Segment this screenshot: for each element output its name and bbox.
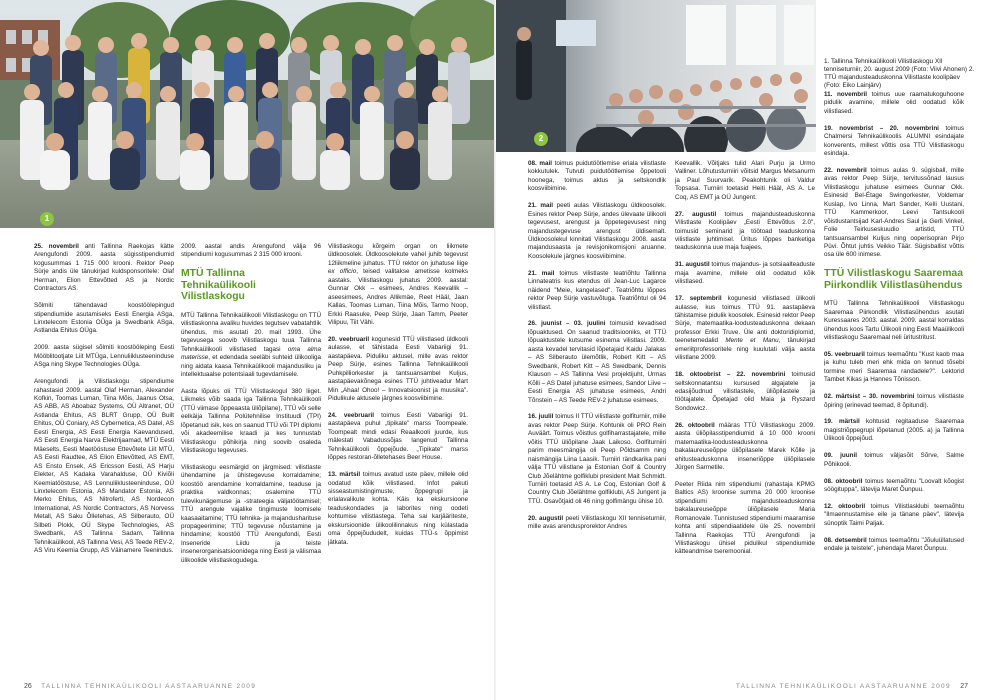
text-column-5: [675, 160, 815, 665]
paragraph: 08. detsembril toimus teemaõhtu "Jõuluüllatused endale ja teistele", juhendaja Maret Õunpuu.: [824, 536, 964, 553]
paragraph: 2009. aasta sügisel sõlmiti koostööleping Eesti Mööblitootjate Liit MTÜga, Lennuliiklusteeninduse ASga ning Skype Technologies OÜga.: [34, 344, 174, 369]
paragraph: Vilistlaskogu kõrgeim organ on liikmete üldkoosolek. Üldkoosolekute vahel juhib tegevust 12liikmeline juhatus. TTÜ rektor on juhatuse liige ex officio, teised valitakse ametisse kolmeks aastaks. Vilistlaskogu juhatus 2009. aastal: Gunnar Okk – esimees, Andres Keevallik – aseesimees, Andres Allikmäe, Reet Hääl, Jaan Kallas, Toomas Luman, Tiina Mõis, Tarmo Noop, Erkki Raasuke, Peep Sürje, Jaan Tamm, Peeter Vilipuu, Tiit Vähi.: [328, 243, 468, 327]
paragraph: 19. novembrist – 20. novembrini toimus Chalmersi Tehnikaülikoolis ALUMNI esindajate konverents, millest võttis osa TTÜ Vilistlaskogu esindaja.: [824, 124, 964, 158]
paragraph: 21. mail peeti aulas Vilistlaskogu üldkoosolek. Esines rektor Peep Sürje, andes ülevaate ülikooli tegevusest, arengust ja õppetegevusest ning majandustegevuse arengust üldisemalt. Üldkoosolekul kinnitati Vilistlaskogu 2008. aasta majandusaasta ja revisjonikomisjoni aruanne. Koosolekule järgnes koosviibimine.: [528, 202, 666, 260]
text-column-4: [528, 160, 666, 665]
paragraph: 21. mail toimus vilistlaste teatriõhtu Tallinna Linnateatris kus etendus oli Jean-Luc Lagarce näidend "Meie, kangelased". Teatriõhtu lõppes rektor Peep Sürje vastuvõtuga. Teatriõhtul oli 94 vilistlast.: [528, 269, 666, 311]
paragraph: Arengufondi ja Vilistlaskogu stipendiume rahastasid 2009. aastal Olaf Herman, Alexander Kofkin, Toomas Luman, Tiina Mõis, Jaanus Otsa, AS ABB, AS Aboabaz Systems, OÜ Altranet, OÜ Astlanda Ehitus, AS BLRT Grupp, OÜ Built Ehitus, OÜ Coniary, AS Cybernetica, AS Datel, AS Eesti Energia, AS Eesti Energia Kaevandused, AS Eesti Energia Narva Elektrijaamad, MTÜ Eesti Mäeselts, Eesti Maetööstuse Ettevõtete Liit MTÜ, AS Eesti Raudtee, AS Elion Ettevõtted, AS EMT, AS Ensto Ensek, AS Ericsson Eesti, AS Harju Elekter, AS Kadaka Varahalduse, OÜ Kiviõli Keemiatööstuse, AS Lennuliiklusteeninduse, OÜ Linxtelecom Estonia, AS Mandator Estonia, AS Merko Ehitus, AS Nitroferti, AS Nordecon International, AS Nordic Contractors, AS Norvess Metall, AS Saku Õlletehas, AS Silberauto, OÜ Silbeti Plokk, OÜ Skype Technologies, AS Swedbank, AS Tallinna Sadam, Tallinna Tehnikaülikool, AS Tallinna Vesi, AS Teede REV-2, AS Viru Keemia Grupp, AS Väinamere Teenindus.: [34, 378, 174, 555]
lecture-hall-photo: [496, 0, 816, 152]
paragraph: 25. novembril anti Tallinna Raekojas kätte Arengufondi 2009. aasta sügisstipendiumid kogusummas 1 715 000 krooni. Rektor Peep Sürje andis üle tänukirjad kuldsponsoritele: Olaf Herman, Elion Ettevõtted AS ja Nordic Contractors AS.: [34, 243, 174, 293]
paragraph: Aasta lõpuks oli TTÜ Vilistlaskogul 380 liiget. Liikmeks võib saada iga Tallinna Tehnikaülikooli (TTÜ viimase õppeaasta üliõpilane), TTÜ või selle eelkäija Tallinna Polütehnilise Instituudi (TPI) lõpetanud isik, kes on saanud TTÜ või TPI diplomi või akadeemilise kraadi ja kes tunnustab Vilistlaskogu põhikirja ning soovib osaleda Vilistlaskogu tegevuses.: [181, 387, 321, 454]
paragraph: 27. augustil toimus majandusteaduskonna Vilistlaste Koolipäev „Eesti Ettevõtlus 2.0", toimusid seminarid ja töötoad teaduskonna vilistlaste juhtimisel. Üritus lõppes banketiga teaduskonna uue maja fuajees.: [675, 210, 815, 252]
footer-title: TALLINNA TEHNIKAÜLIKOOLI AASTAARUANNE 2009: [41, 683, 257, 690]
paragraph: 17. septembril kogunesid vilistlased ülikooli aulasse, kus toimus TTÜ 91. aastapäeva tähistamise pidulik koosolek. Esinesid rektor Peep Sürje, matemaatika-loodusteaduskonna dekaan professor Erkki Truve. Üle anti doktoridiplomid, teenetemedalid Mente et Manu, tänukirjad emeriitprofessoritele ning kuulutati välja aasta vilistlane 2009.: [675, 295, 815, 362]
paragraph: 19. märtsil kohtusid regitaaduse Saaremaa magistriõppegrupi lõpetanud (2005. a) ja Tallinna Ülikooli õppejõud.: [824, 418, 964, 443]
paragraph: 2009. aastal andis Arengufond välja 96 stipendiumi kogusummas 2 315 000 krooni.: [181, 243, 321, 259]
paragraph: 22. novembril toimus aulas 9. sügisball, mille avas rektor Peep Sürje, tervitussõnad lausus Vilistlaskogu juhatuse esimees Gunnar Okk. Esinesid Bel-Étage Swingorkester, Voldemar Kuslap, Ivo Linna, Mart Sander, Kelli Uustani, TTÜ Kammerkoor, Leevi Tantsukooli võistlustantsijad Karl-Andres Saul ja Gerli Vinkel, Folie Teirkuseskuudio artistid, TTÜ tantsuansambel Kuljus ning ooperisopran Pirjo Püvi. Õhtut juhtis Veikko Täär. Sügisballist võttis osa üle 600 inimese.: [824, 166, 964, 259]
paragraph: Keevallik. Võitjaks tulid Alari Purju ja Urmo Valliner. Lõhutusturniiri võitsid Margus Metsanurm ja Paul Suurvarik. Peakohtunik oli Valdur Topsasa. Turniiri toetasid Heiti Hääl, AS A. Le Coq, AS EMT ja OÜ Jungent.: [675, 160, 815, 201]
paragraph: 26. oktoobril määras TTÜ Vilistlaskogu 2009. aasta üliõpilasstipendiumid á 10 000 krooni matemaatika-loodusteaduskonna bakalaureuseõppe üliõpilasele Marek Kõlle ja ehitusteaduskonna inseneriõppe üliõpilasele Jürgen Sarmetile.: [675, 421, 815, 471]
paragraph: 02. märtsist – 30. novembrini toimus vilistlaste õpiring (erinevad teemad, 8 õpitundi).: [824, 393, 964, 409]
paragraph: 31. augustil toimus majandus- ja sotsiaalteaduste maja avamine, millele olid oodatud kõik vilistlased.: [675, 261, 815, 286]
paragraph: 16. juulil toimus II TTÜ vilistlaste golfiturniir, mille avas rektor Peep Sürje. Kohtunik oli PRO Rein Auväärt. Toimus võistlus golfiharrastajatele, mille võitis TTÜ üliõpilane Jaak Laikoso. Golfiturniiri parim meesmängija oli Peep Põldsamm ning naismängija Liina Laasik. Turniiri rändkarika pani välja TTÜ vilistlane ja Estonian Golf & Country Club Jõelähtme golfiklubi president Mait Schmidt. Turniiri toetasid AS A. Le Coq, Estonian Golf & Country Club Jõelähtme golfiklubi, AS Jungent ja TTÜ. Osavõtjaid oli 46 ning golfimängu ühise 10.: [528, 413, 666, 505]
text-column-6: [824, 91, 964, 666]
paragraph: Vilistlaskogu eesmärgid on järgmised: vilistlaste ühendamine ja ühistegevuse korraldamine; koostöö arendamine korraldamine, teaduse ja praktika valdkonnas; osalemine TTÜ tulevikunägemuse ja -strateegia väljatöötamisel; TTÜ arengule vajalike tingimuste loomisele kaasaaitamine; TTÜ tehnika- ja majandusharituse propageerimine; TTÜ tegevuse nõustamine ja hindamine; koostöö TTÜ Arengufondi, Eesti Inseneride Liidu ja teiste insenerorganisatsioonidega ning Eesti ja välismaa ülikoolide vilistlaskogudega.: [181, 463, 321, 564]
paragraph: Sõlmiti tähendavad koostöölepingud stipendiumide asutamiseks Eesti Energia ASga, Linxtelecom Estonia OÜga ja Swedbank ASga, Astlanda Ehitus OÜga.: [34, 302, 174, 335]
paragraph: 13. märtsil toimus avatud uste päev, millele olid oodatud kõik vilistlased. Infot pakuti sisseastumistingimuste, õppegrupi ja erialavalikute kohta. Käis ka ekskursioone teaduskondades ja laborites ning oodeti kohtumise vilistlastega. Teha sai karjääriteste, ekskursioonide ülikoolilinnakus ning külastada oma õppejõududelt, kuidas TTÜ-s õppimist jätkata.: [328, 471, 468, 546]
section-heading: MTÜ Tallinna Tehnikaülikooli Vilistlaskogu: [181, 268, 256, 303]
photo-caption: 1. Tallinna Tehnikaülikooli Vilistlaskogu XII tenniseturniir, 20. august 2009 (Foto: Viivi Ahonen) 2. TTÜ majandusteaduskonna Vilistlaste koolipäev (Foto: Eiko Lainjärv): [824, 58, 975, 89]
paragraph: 11. novembril toimus uue raamatukoguhoone pidulik avamine, millele olid oodatud kõik vilistlased.: [824, 91, 964, 115]
paragraph: 20. veebruaril kogunesid TTÜ vilistlased üldkooli aulasse, et tähistada Eesti Vabariigi 91. aastapäeva. Piduliku aktusel, mille avas rektor Peep Sürje, esines Tallinna Tehnikaülikooli Puhkpilliorkester ja tantsuansambel Kuljus, aastapäevakõnega esines TTÜ juhtiveadur Mart Min „Ahaa! Ohoo! – Innovatsioonist ja muusika". Pidulikule aktusele järgnes koosviibimine.: [328, 335, 468, 403]
paragraph: 09. juunil toimus väljasõit Sõrve, Salme Põhikooli.: [824, 452, 964, 468]
page-footer-right: [736, 683, 968, 690]
paragraph: 08. oktoobril toimus teemaõhtu "Loovalt kõogist söögituppa", lätevija Maret Õunpuu.: [824, 477, 964, 493]
page-footer-left: [24, 683, 256, 690]
text-column-2: [181, 243, 321, 663]
photo-number-badge: 1: [40, 212, 54, 226]
page-number: 27: [960, 683, 968, 690]
photo-number-badge: 2: [534, 132, 548, 146]
section-heading: TTÜ Vilistlaskogu Saaremaa Piirkondlik Vilistlasühendus: [824, 268, 963, 291]
paragraph: 08. mail toimus puidutöötlemise eriala vilistlaste kokkutulek. Tutvuti puidutöötlemise õppetooli hoonega, toimus aktus ja seltskondlik koosviibimine.: [528, 160, 666, 193]
paragraph: 20. augustil peeti Vilistlaskogu XII tenniseturniir, mille avas arendusprorektor Andres: [528, 514, 666, 531]
paragraph: 05. veebruaril toimus teemaõhtu "Kust kaob maa ja kuhu tuleb meri ehk mida on tennud tõsebi tormine meri Saaremaa randadele?". Lektorid Tambet Kikas ja Hannes Tõnisson.: [824, 350, 964, 384]
text-column-3: [328, 243, 468, 663]
paragraph: Peeter Riida nim stipendiumi (rahastaja KPMG Baltics AS) kroonise summa 20 000 kroonise stipendiumi majandusteaduskonna bakalaureuseõppe üliõpilasele Maria Romanovale. Tunnistused stipendiumi maaramise kohta anti stipendiaatidele üle 25. novembril Tallinna Raekojas TTÜ Arengufondi ja Vilistlaskogu ühisel pidulikul stipendiumide kätteandmise tseremoonial.: [675, 480, 815, 556]
paragraph: MTÜ Tallinna Tehnikaülikooli Vilistlaskogu on TTÜ vilistlaskonna avaliku huvides tegutsev vabatahtlik ühendus, mis asutati 20. mail 1993. Ühe tegevusega soovib Vilistlaskogu tuua Tallinna Tehnikaülikooli vilistlased tagasi oma alma materisse, et edendada seeläbi suhteid ülikooliga ning aidata kaasa Tehnikaülikooli majandusliku ja intellektuaalse potentsiaali tugevdamisele.: [181, 311, 321, 378]
text-column-1: [34, 243, 174, 663]
paragraph: 18. oktoobrist – 22. novembrini toimusid seltskonnatantsu kursused algajatele ja edasijõudnud vilistlastele, üliõpilastele ja töötajatele. Õpetajad olid Maia ja Ryszard Sondowicz.: [675, 371, 815, 412]
group-photo-tennis-tournament: [0, 0, 494, 228]
page-number: 26: [24, 683, 32, 690]
paragraph: 24. veebruaril toimus Eesti Vabariigi 91. aastapäeva puhul „tipikate" marss Toompeale. Toompealt mindi edasi Reaalkooli juurde, kus mälestati Vabadussõjas langenud Tallinna Tehnikaülikooli õppejõude. „Tipikate" marss lõppes restoran-õlletehases Beer House.: [328, 411, 468, 462]
paragraph: 26. juunist – 03. juulini toimusid kevadised lõpuaktused. On saanud traditsiooniks, et TTÜ lõpuaktustele kutsume esinema vilistlasi. 2009. aasta kevadel tervitasid lõpetajaid Kaidu Jalakas – AS Silberauto ülemõtlik, Robert Kitt – AS Swedbank, Robert Kitt – AS Swedbank, Dennis Klauson – AS Tallinna Vesi projektijuht, Urmas Kõlli – AS Datel juhatuse esimees, Sandor Liive – Eesti Energia AS juhatuse esimees, Andri Tõnstein – AS Teede REV-2 juhatuse esimees.: [528, 320, 666, 404]
paragraph: MTÜ Tallinna Tehnikaülikooli Vilistlaskogu Saaremaa Piirkondlik Vilistlasühendus asutati Kuressaares 2003. aastal. 2009. aastal korraldas ühendus koos Tartu Ülikooli ning Eesti Maaülikooli vilistlaskogu Saaremaal neli üritustritust.: [824, 300, 964, 342]
paragraph: 12. oktoobril toimus Vilistlasklubi teemaõhtu "Ilmaennustamise eile ja tänane päev", lätevija sünoptik Taimi Paljak.: [824, 502, 964, 527]
footer-title: TALLINNA TEHNIKAÜLIKOOLI AASTAARUANNE 2009: [735, 683, 951, 690]
